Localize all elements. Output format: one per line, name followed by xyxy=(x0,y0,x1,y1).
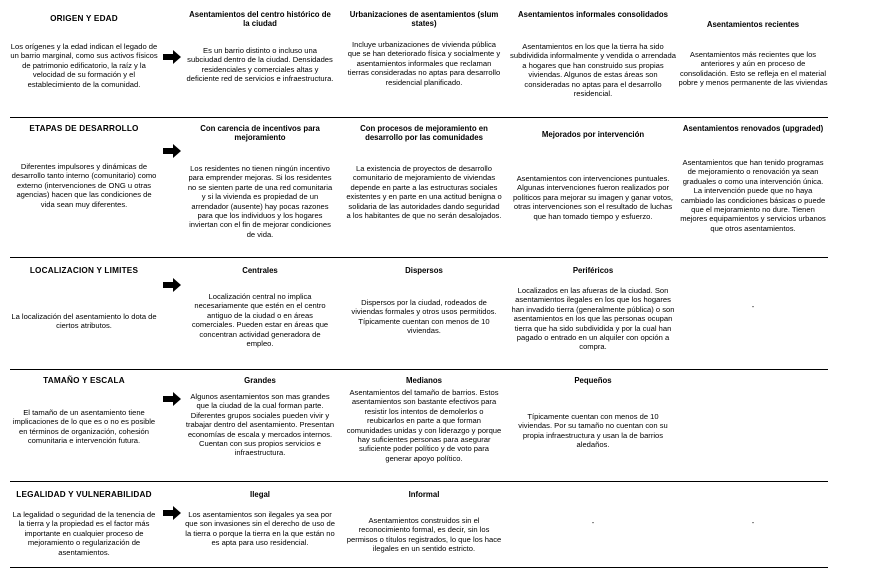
table-row-etapas-desarrollo xyxy=(10,118,828,258)
category-header: Grandes xyxy=(244,376,276,385)
row-title: LOCALIZACION Y LIMITES xyxy=(29,266,139,275)
empty-value: - xyxy=(751,302,755,311)
category-body: Asentamientos con intervenciones puntuales. Algunas intervenciones fueron realizados por políticos para mejorar su imagen y ganar votos, otras intervenciones son el resultado de luchas que han tomado tiempo y esfuerzo. xyxy=(513,174,673,221)
row-description: La legalidad o seguridad de la tenencia de la tierra y la propiedad es el factor más importante en cualquier proceso de mejoramiento o regularización de asentamientos. xyxy=(12,510,156,557)
row-title: ETAPAS DE DESARROLLO xyxy=(29,124,139,133)
category-header: Con procesos de mejoramiento en desarrollo por las comunidades xyxy=(360,124,488,143)
category-body: Dispersos por la ciudad, rodeados de viviendas formales y otros usos permitidos. Típicamente cuentan con menos de 10 viviendas. xyxy=(351,298,497,336)
table-row-legalidad-vulnerabilidad xyxy=(10,482,828,568)
right-arrow-icon xyxy=(163,506,181,520)
category-body: Asentamientos en los que la tierra ha sido subdividida informalmente y vendida o arrendada a hogares que han construido sus propias viviendas. Algunos de estas áreas son consideradas no aptas para el desarrollo residencial. xyxy=(510,42,676,99)
category-body: Es un barrio distinto o incluso una subciudad dentro de la ciudad. Densidades residenciales y comerciales altas y deficiente red de servicios e infraestructura. xyxy=(186,46,334,84)
right-arrow-icon xyxy=(163,144,181,158)
row-title: TAMAÑO Y ESCALA xyxy=(43,376,125,385)
category-header: Con carencia de incentivos para mejoramiento xyxy=(200,124,320,143)
category-header: Asentamientos recientes xyxy=(706,20,800,29)
category-body: Los asentamientos son ilegales ya sea por que son invasiones sin el derecho de uso de la tierra o porque la tierra en la que están no es apta para uso residencial. xyxy=(185,510,335,548)
row-description: Diferentes impulsores y dinámicas de desarrollo tanto interno (comunitario) como externo (intervenciones de ONG u otras agencias) hacen que las condiciones de vida sean muy diferentes. xyxy=(11,162,157,209)
row-title: ORIGEN Y EDAD xyxy=(50,14,118,23)
category-body: La existencia de proyectos de desarrollo comunitario de mejoramiento de viviendas depende en parte a las estructuras sociales existentes y en parte en una actitud benigna o solidaria de las autoridades dando seguridad a los habitantes de que no serán desalojados. xyxy=(346,164,502,221)
category-body: Localización central no implica necesariamente que estén en el centro antiguo de la ciudad o en áreas comerciales. Pueden estar en áreas que concentran actividad generadora de empleo. xyxy=(191,292,329,349)
category-body: Asentamientos más recientes que los anteriores y aún en proceso de consolidación. Esto se refleja en el material pobre y menos permanente de las viviendas xyxy=(678,50,828,88)
empty-value: - xyxy=(591,518,595,527)
right-arrow-icon xyxy=(163,392,181,406)
category-body: Típicamente cuentan con menos de 10 viviendas. Por su tamaño no cuentan con su propia infraestructura y usan la de barrios aledaños. xyxy=(518,412,668,450)
table-row-localizacion-limites xyxy=(10,258,828,370)
category-header: Ilegal xyxy=(250,490,270,499)
table-row-origen-edad xyxy=(10,10,828,118)
category-body: Asentamientos construidos sin el reconocimiento formal, es decir, sin los permisos o títulos registrados, lo que los hace ilegales en un sentido estricto. xyxy=(346,516,502,554)
category-body: Los residentes no tienen ningún incentivo para emprender mejoras. Si los residentes no se sienten parte de una red comunitaria y si la vivienda es propiedad de un arrendador (ausente) hay pocas razones para que los individuos y los hogares inviertan con el fin de mejorar condiciones de vida. xyxy=(187,164,333,239)
right-arrow-icon xyxy=(163,278,181,292)
category-header: Medianos xyxy=(406,376,442,385)
category-header: Urbanizaciones de asentamientos (slum states) xyxy=(349,10,499,29)
category-body: Incluye urbanizaciones de vivienda pública que se han deteriorado física y socialmente y asentamientos informales que reclaman tierras consideradas no aptas para desarrollo residencial planificado. xyxy=(347,40,501,87)
category-body: Algunos asentamientos son mas grandes que la ciudad de la cual forman parte. Diferentes grupos sociales pueden vivir y trabajar dentro del asentamiento. Presentan economías de escala y mercados internos. Cuentan con sus propios servicios e infraestructura. xyxy=(185,392,335,458)
right-arrow-icon xyxy=(163,50,181,64)
empty-value: - xyxy=(751,518,755,527)
category-header: Pequeños xyxy=(574,376,612,385)
category-body: Asentamientos que han tenido programas de mejoramiento o renovación ya sean graduales o como una intervención única. La intervención puede que no haya cambiado las condiciones básicas o puede que el mejoramiento no dure. Tienen mejores equipamientos y servicios urbanos que otros asentamientos. xyxy=(680,158,826,233)
row-description: El tamaño de un asentamiento tiene implicaciones de lo que es o no es posible en términos de organización, cohesión comunitaria e intervención futura. xyxy=(12,408,156,446)
row-title: LEGALIDAD Y VULNERABILIDAD xyxy=(16,490,152,499)
row-description: Los orígenes y la edad indican el legado de un barrio marginal, como sus activos físicos de patrimonio edificatorio, la raíz y la velocidad de su formación y el establecimiento de la comunidad. xyxy=(10,42,158,89)
category-header: Asentamientos informales consolidados xyxy=(518,10,668,19)
category-body: Localizados en las afueras de la ciudad. Son asentamientos ilegales en los que los hogares han invadido tierra (generalmente pública) o son asentamientos en los que las personas ocupan tierra que ha sido subdividida y por la cual han pagado o entrado en un alquiler con opción a compra. xyxy=(511,286,675,352)
category-header: Dispersos xyxy=(405,266,443,275)
category-header: Informal xyxy=(408,490,440,499)
row-description: La localización del asentamiento lo dota de ciertos atributos. xyxy=(11,312,157,331)
category-body: Asentamientos del tamaño de barrios. Estos asentamientos son bastante efectivos para resistir los intentos de demolerlos o reubicarlos en parte a que forman comunidades unidas y con liderazgo y porque hay suficientes personas para asegurar suficiente poder político y de voto para generar apoyo político. xyxy=(346,388,502,463)
classification-table xyxy=(10,10,828,568)
category-header: Periféricos xyxy=(572,266,614,275)
category-header: Mejorados por intervención xyxy=(541,130,645,139)
category-header: Centrales xyxy=(242,266,278,275)
category-header: Asentamientos del centro histórico de la ciudad xyxy=(189,10,331,29)
category-header: Asentamientos renovados (upgraded) xyxy=(682,124,824,133)
table-row-tamano-escala xyxy=(10,370,828,482)
